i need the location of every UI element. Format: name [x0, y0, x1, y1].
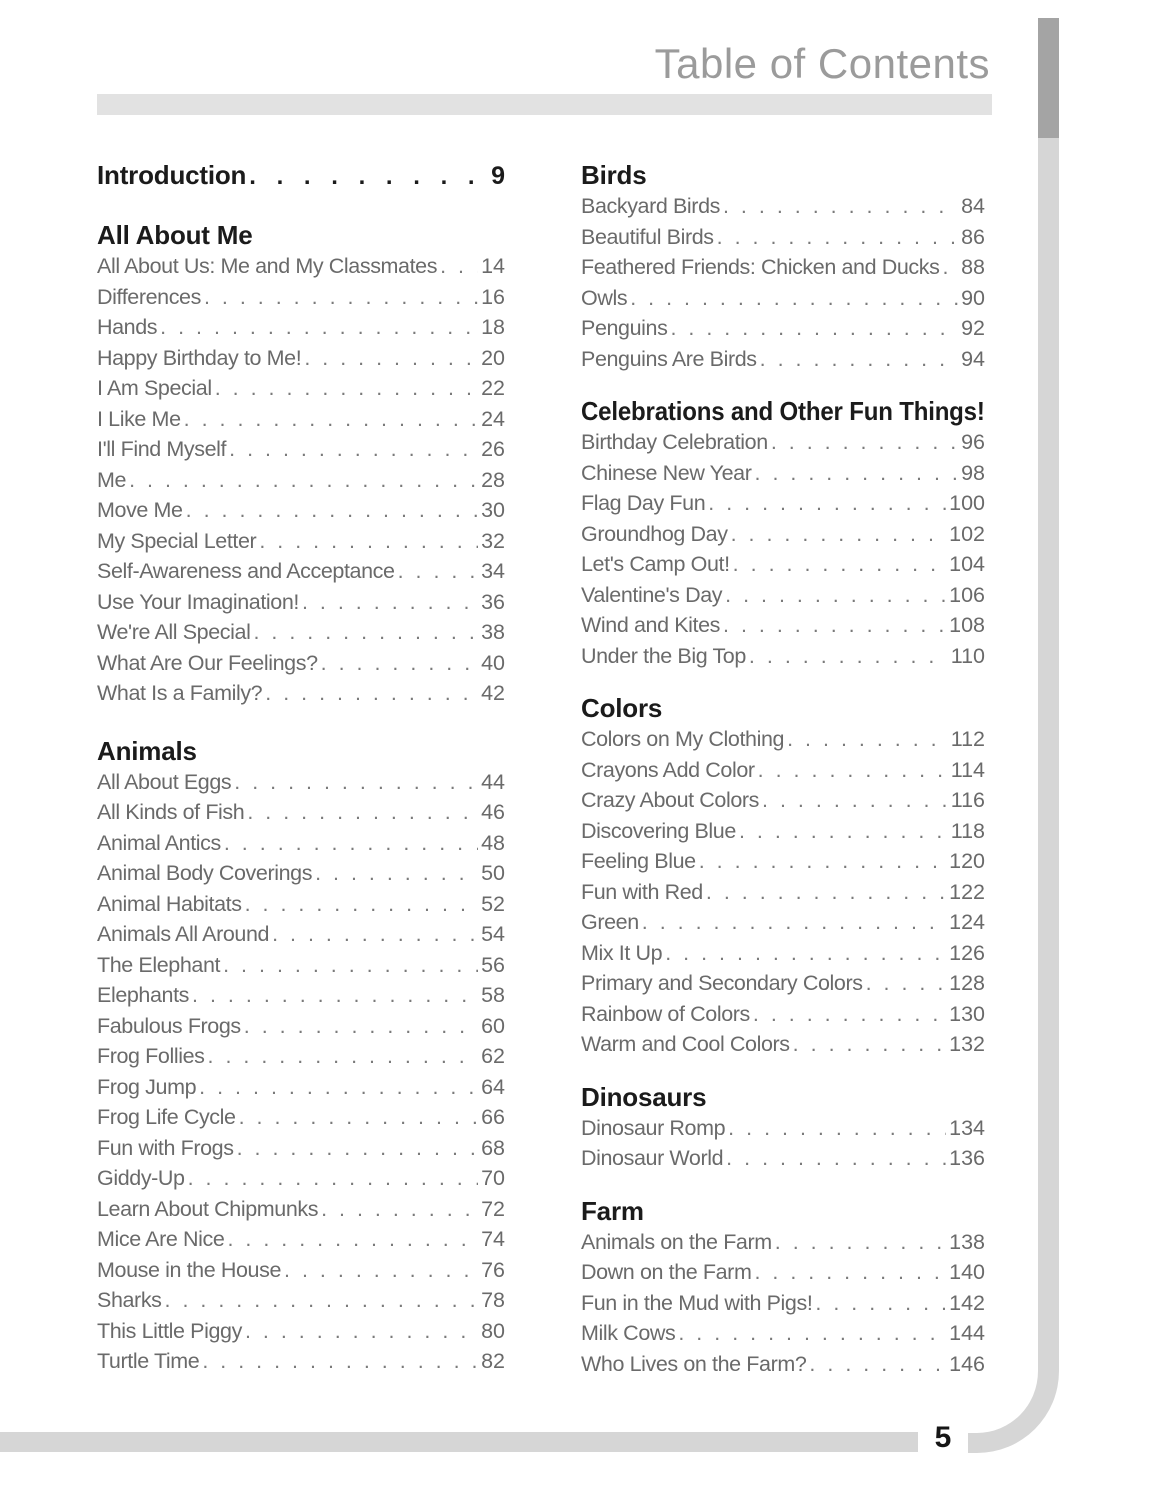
entry-title: We're All Special [97, 620, 251, 644]
entry-page-number: 58 [481, 983, 505, 1007]
entry-page-number: 104 [949, 552, 985, 576]
dot-leader [129, 465, 478, 496]
entry-title: Move Me [97, 498, 183, 522]
toc-entry [581, 938, 985, 969]
dot-leader [630, 283, 958, 314]
entry-title: Use Your Imagination! [97, 589, 299, 614]
dot-leader [731, 519, 947, 550]
entry-page-number: 82 [481, 1349, 505, 1373]
entry-page-number: 80 [481, 1318, 505, 1343]
toc-entry [97, 404, 505, 435]
dot-leader [237, 1133, 478, 1164]
entry-page-number: 138 [949, 1229, 985, 1254]
dot-leader [758, 755, 948, 786]
entry-page-number: 110 [950, 643, 985, 668]
title-underline-bar [97, 94, 992, 115]
toc-entry [581, 1113, 985, 1144]
entry-title: Fun with Frogs [97, 1135, 234, 1160]
toc-entry [97, 465, 505, 496]
dot-leader [321, 648, 478, 679]
dot-leader [723, 191, 958, 222]
entry-title: Frog Life Cycle [97, 1105, 236, 1129]
toc-entry [581, 1143, 985, 1174]
toc-section [581, 160, 985, 374]
footer-bar [0, 1432, 918, 1452]
entry-page-number: 136 [949, 1146, 985, 1170]
entry-page-number: 40 [481, 650, 505, 675]
toc-entry [97, 919, 505, 950]
entry-page-number: 74 [481, 1227, 505, 1251]
toc-entry [97, 495, 505, 526]
entry-page-number: 30 [481, 498, 505, 522]
toc-entry [97, 1346, 505, 1377]
dot-leader [239, 1102, 478, 1133]
dot-leader [771, 427, 958, 458]
dot-leader [717, 222, 958, 253]
toc-entry [581, 724, 985, 755]
entry-page-number: 94 [961, 346, 985, 371]
toc-section [97, 736, 505, 1377]
dot-leader [265, 678, 478, 709]
intro-entry [97, 160, 505, 193]
toc-entry [581, 846, 985, 877]
entry-title: My Special Letter [97, 528, 257, 553]
entry-title: Green [581, 910, 639, 934]
entry-title: Chinese New Year [581, 460, 752, 485]
entry-title: Owls [581, 285, 628, 310]
entry-page-number: 112 [950, 727, 985, 751]
toc-entry [581, 283, 985, 314]
page-title: Table of Contents [654, 40, 990, 87]
entry-title: What Are Our Feelings? [97, 650, 318, 675]
entry-page-number: 114 [950, 757, 985, 782]
entry-page-number: 52 [481, 891, 505, 916]
entry-title: What Is a Family? [97, 681, 263, 705]
dot-leader [708, 488, 946, 519]
entry-page-number: 48 [481, 830, 505, 855]
toc-entry [97, 1316, 505, 1347]
entry-title: I Like Me [97, 406, 181, 431]
toc-entry [581, 877, 985, 908]
section-heading: All About Me [97, 220, 253, 250]
dot-leader [272, 919, 478, 950]
entry-page-number: 102 [949, 521, 985, 546]
toc-section [581, 693, 985, 1060]
entry-page-number: 68 [481, 1135, 505, 1160]
entry-title: All Kinds of Fish [97, 800, 245, 824]
toc-entry [581, 785, 985, 816]
entry-page-number: 24 [481, 406, 505, 431]
section-heading: Birds [581, 160, 647, 190]
toc-entry [581, 519, 985, 550]
dot-leader [253, 617, 478, 648]
dot-leader [754, 1257, 946, 1288]
toc-entry [581, 755, 985, 786]
entry-page-number: 60 [481, 1013, 505, 1038]
dot-leader [165, 1285, 479, 1316]
toc-entry [97, 980, 505, 1011]
entry-title: Turtle Time [97, 1349, 200, 1373]
entry-title: Wind and Kites [581, 613, 721, 637]
dot-leader [188, 1163, 478, 1194]
toc-column-right [581, 160, 985, 1379]
entry-page-number: 76 [481, 1257, 505, 1282]
dot-leader [699, 846, 946, 877]
entry-page-number: 118 [950, 818, 985, 843]
entry-title: Milk Cows [581, 1321, 676, 1345]
toc-entry [581, 907, 985, 938]
dot-leader [160, 312, 478, 343]
toc-section [97, 220, 505, 709]
section-heading: Animals [97, 735, 197, 766]
entry-page-number: 42 [481, 681, 505, 705]
entry-page-number: 120 [949, 849, 985, 873]
dot-leader [208, 1041, 479, 1072]
entry-title: Groundhog Day [581, 521, 728, 546]
entry-title: Feeling Blue [581, 849, 696, 873]
toc-entry [581, 1029, 985, 1060]
toc-entry [581, 488, 985, 519]
entry-title: I Am Special [97, 376, 212, 400]
entry-title: Beautiful Birds [581, 224, 714, 249]
entry-page-number: 32 [481, 528, 505, 553]
toc-entry [581, 313, 985, 344]
entry-page-number: 142 [949, 1290, 985, 1315]
entry-title: All About Us: Me and My Classmates [97, 254, 438, 278]
entry-page-number: 108 [949, 613, 985, 637]
toc-entry [97, 1163, 505, 1194]
toc-entry [97, 617, 505, 648]
entry-title: Learn About Chipmunks [97, 1196, 319, 1221]
dot-leader [440, 251, 478, 282]
toc-entry [581, 610, 985, 641]
dot-leader [192, 980, 478, 1011]
dot-leader [739, 816, 948, 847]
entry-title: Dinosaur Romp [581, 1115, 726, 1140]
toc-entry [97, 1041, 505, 1072]
dot-leader [723, 610, 946, 641]
entry-page-number: 98 [961, 460, 985, 485]
entry-page-number: 96 [961, 430, 985, 454]
toc-entry [97, 858, 505, 889]
toc-entry [581, 1257, 985, 1288]
entry-title: Animal Antics [97, 830, 221, 855]
entry-title: Down on the Farm [581, 1260, 752, 1284]
entry-page-number: 22 [481, 376, 505, 400]
entry-page-number: 78 [481, 1288, 505, 1312]
toc-entry [581, 816, 985, 847]
dot-leader [184, 404, 478, 435]
entry-title: Frog Jump [97, 1074, 197, 1099]
dot-leader [706, 877, 946, 908]
entry-title: Flag Day Fun [581, 491, 706, 515]
entry-page-number: 54 [481, 922, 505, 946]
dot-leader [678, 1318, 946, 1349]
entry-title: Animal Body Coverings [97, 861, 313, 885]
entry-title: Mouse in the House [97, 1257, 282, 1282]
toc-entry [581, 1349, 985, 1380]
entry-page-number: 38 [481, 620, 505, 644]
entry-page-number: 86 [961, 224, 985, 249]
dot-leader [215, 373, 478, 404]
entry-page-number: 66 [481, 1105, 505, 1129]
entry-page-number: 34 [481, 559, 505, 583]
entry-title: Self-Awareness and Acceptance [97, 559, 395, 583]
entry-page-number: 18 [481, 315, 505, 339]
toc-entry [97, 587, 505, 618]
entry-title: This Little Piggy [97, 1318, 242, 1343]
entry-title: Backyard Birds [581, 194, 720, 218]
entry-title: Fun in the Mud with Pigs! [581, 1290, 813, 1315]
page-number: 5 [934, 1421, 952, 1454]
toc-entry [581, 427, 985, 458]
dot-leader [642, 907, 946, 938]
entry-page-number: 144 [949, 1321, 985, 1345]
toc-entry [97, 282, 505, 313]
entry-page-number: 62 [481, 1044, 505, 1068]
entry-title: Birthday Celebration [581, 430, 768, 454]
entry-page-number: 140 [949, 1260, 985, 1284]
entry-title: Under the Big Top [581, 643, 746, 668]
entry-title: Mice Are Nice [97, 1227, 225, 1251]
toc-entry [97, 1285, 505, 1316]
toc-entry [97, 312, 505, 343]
section-heading: Colors [581, 693, 663, 723]
dot-leader [304, 343, 478, 374]
dot-leader [204, 282, 478, 313]
toc-entry [97, 1102, 505, 1133]
entry-page-number: 20 [481, 345, 505, 370]
entry-title: Penguins [581, 316, 668, 340]
dot-leader [249, 161, 488, 193]
entry-page-number: 44 [481, 769, 505, 794]
entry-page-number: 116 [950, 788, 985, 812]
dot-leader [186, 495, 478, 526]
dot-leader [315, 858, 478, 889]
entry-page-number: 16 [481, 284, 505, 309]
entry-title: Giddy-Up [97, 1166, 185, 1190]
entry-title: Fabulous Frogs [97, 1013, 241, 1038]
entry-title: Fun with Red [581, 879, 703, 904]
entry-page-number: 90 [961, 285, 985, 310]
toc-entry [581, 549, 985, 580]
toc-entry [581, 191, 985, 222]
toc-section [581, 1196, 985, 1380]
dot-leader [725, 580, 946, 611]
dot-leader [728, 1113, 946, 1144]
toc-entry [581, 252, 985, 283]
toc-entry [581, 1288, 985, 1319]
toc-entry [97, 828, 505, 859]
dot-leader [227, 1224, 478, 1255]
entry-title: All About Eggs [97, 769, 232, 794]
entry-title: Hands [97, 315, 158, 339]
dot-leader [866, 968, 947, 999]
toc-section [581, 1082, 985, 1174]
toc-column-left [97, 160, 505, 1377]
entry-title: I'll Find Myself [97, 437, 227, 461]
dot-leader [224, 828, 478, 859]
dot-leader [245, 1316, 478, 1347]
entry-title: Frog Follies [97, 1044, 205, 1068]
dot-leader [753, 999, 946, 1030]
dot-leader [223, 950, 478, 981]
entry-title: Primary and Secondary Colors [581, 971, 863, 995]
toc-entry [97, 1133, 505, 1164]
dot-leader [302, 587, 478, 618]
dot-leader [321, 1194, 478, 1225]
entry-page-number: 46 [481, 800, 505, 824]
entry-page-number: 84 [961, 194, 985, 218]
entry-title: Penguins Are Birds [581, 346, 757, 371]
toc-entry [97, 1072, 505, 1103]
toc-section [97, 160, 505, 193]
entry-page-number: 126 [949, 940, 985, 965]
dot-leader [762, 785, 948, 816]
section-heading: Dinosaurs [581, 1081, 707, 1112]
entry-page-number: 146 [949, 1351, 985, 1376]
entry-title: Differences [97, 284, 201, 309]
toc-entry [97, 526, 505, 557]
section-heading: Farm [581, 1195, 644, 1226]
dot-leader [775, 1227, 946, 1258]
entry-title: Discovering Blue [581, 818, 736, 843]
toc-entry [97, 1224, 505, 1255]
entry-title: Sharks [97, 1288, 162, 1312]
dot-leader [284, 1255, 478, 1286]
entry-page-number: 36 [481, 589, 505, 614]
dot-leader [234, 767, 478, 798]
dot-leader [787, 724, 948, 755]
toc-entry [581, 1227, 985, 1258]
entry-page-number: 14 [481, 254, 505, 278]
intro-title: Introduction [97, 160, 247, 190]
toc-entry [97, 1255, 505, 1286]
entry-title: Animals on the Farm [581, 1229, 772, 1254]
entry-page-number: 132 [949, 1032, 985, 1056]
entry-page-number: 122 [949, 879, 985, 904]
entry-title: Feathered Friends: Chicken and Ducks [581, 255, 940, 279]
toc-entry [97, 648, 505, 679]
toc-entry [581, 222, 985, 253]
dot-leader [244, 1011, 478, 1042]
right-margin-band-dark [1038, 18, 1059, 138]
toc-entry [97, 1194, 505, 1225]
entry-page-number: 88 [961, 255, 985, 279]
dot-leader [942, 252, 958, 283]
entry-page-number: 100 [949, 491, 985, 515]
entry-page-number: 28 [481, 467, 505, 492]
entry-title: Animals All Around [97, 922, 270, 946]
entry-title: Let's Camp Out! [581, 552, 730, 576]
entry-title: Mix It Up [581, 940, 663, 965]
toc-entry [581, 641, 985, 672]
toc-entry [97, 434, 505, 465]
toc-entry [97, 889, 505, 920]
section-heading: Celebrations and Other Fun Things! [581, 396, 985, 426]
dot-leader [245, 889, 479, 920]
dot-leader [815, 1288, 946, 1319]
toc-entry [97, 1011, 505, 1042]
entry-page-number: 50 [481, 861, 505, 885]
toc-entry [97, 343, 505, 374]
entry-page-number: 128 [949, 971, 985, 995]
entry-page-number: 70 [481, 1166, 505, 1190]
dot-leader [793, 1029, 946, 1060]
toc-entry [581, 1318, 985, 1349]
dot-leader [202, 1346, 478, 1377]
dot-leader [199, 1072, 478, 1103]
dot-leader [259, 526, 478, 557]
dot-leader [726, 1143, 946, 1174]
entry-title: Crazy About Colors [581, 788, 760, 812]
entry-title: Elephants [97, 983, 190, 1007]
entry-page-number: 92 [961, 316, 985, 340]
dot-leader [760, 344, 958, 375]
toc-entry [97, 767, 505, 798]
dot-leader [247, 797, 478, 828]
toc-entry [97, 797, 505, 828]
entry-title: Warm and Cool Colors [581, 1032, 790, 1056]
entry-title: Colors on My Clothing [581, 727, 785, 751]
entry-page-number: 72 [481, 1196, 505, 1221]
entry-page-number: 9 [491, 162, 505, 190]
entry-title: The Elephant [97, 952, 221, 977]
entry-page-number: 26 [481, 437, 505, 461]
entry-title: Rainbow of Colors [581, 1001, 750, 1026]
entry-page-number: 134 [949, 1115, 985, 1140]
entry-title: Happy Birthday to Me! [97, 345, 302, 370]
dot-leader [733, 549, 946, 580]
dot-leader [755, 458, 959, 489]
entry-title: Crayons Add Color [581, 757, 755, 782]
dot-leader [398, 556, 479, 587]
entry-page-number: 106 [949, 582, 985, 607]
toc-entry [581, 999, 985, 1030]
toc-entry [581, 458, 985, 489]
dot-leader [809, 1349, 946, 1380]
dot-leader [749, 641, 948, 672]
dot-leader [665, 938, 946, 969]
toc-entry [97, 373, 505, 404]
toc-entry [581, 580, 985, 611]
entry-page-number: 124 [949, 910, 985, 934]
toc-entry [97, 950, 505, 981]
entry-title: Valentine's Day [581, 582, 723, 607]
toc-entry [97, 678, 505, 709]
dot-leader [670, 313, 958, 344]
dot-leader [229, 434, 478, 465]
entry-title: Animal Habitats [97, 891, 242, 916]
toc-entry [581, 968, 985, 999]
entry-title: Who Lives on the Farm? [581, 1351, 807, 1376]
entry-page-number: 56 [481, 952, 505, 977]
toc-entry [97, 556, 505, 587]
entry-title: Dinosaur World [581, 1146, 724, 1170]
toc-entry [97, 251, 505, 282]
entry-title: Me [97, 467, 127, 492]
entry-page-number: 130 [949, 1001, 985, 1026]
entry-page-number: 64 [481, 1074, 505, 1099]
toc-section [581, 396, 985, 671]
toc-entry [581, 344, 985, 375]
